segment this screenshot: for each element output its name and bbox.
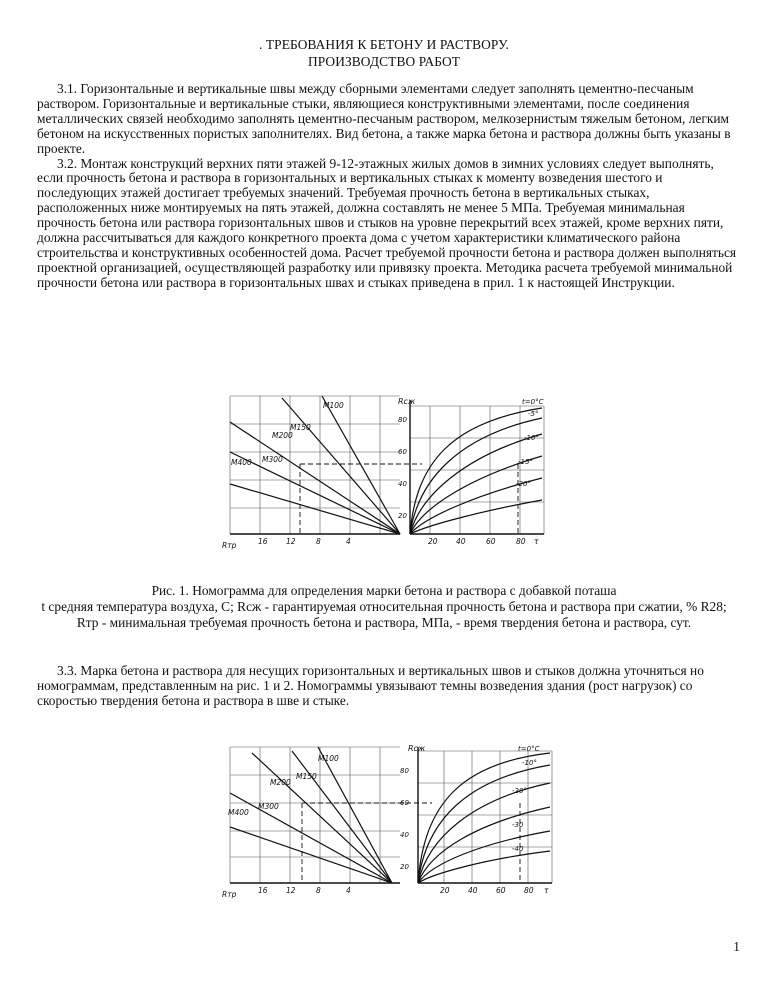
paragraph-3-3: 3.3. Марка бетона и раствора для несущих горизонтальных и вертикальных швов и стыков должна уточняться но номограммам, представленным на рис. 1 и 2. Номограммы увязывают темны возведения здания (рост нагрузок) со скоростью твердения бетона и раствора в шве и стыке. (37, 663, 704, 708)
nomogram-left-panel (222, 396, 422, 550)
left-tick-4: 4 (346, 537, 351, 546)
right-tick-40: 40 (400, 831, 409, 839)
paragraph-3-1: 3.1. Горизонтальные и вертикальные швы между сборными элементами следует заполнять цементно-песчаным раствором. Горизонтальные и вертикальные стыки, являющиеся конструктивными элементами, после соединения металлических связей необходимо заполнять цементно-песчаным раствором, мелкозернистым тяжелым бетоном, легким бетоном на искусственных пористых заполнителях. Вид бетона, а также марка бетона и раствора должны быть указаны в проекте. (37, 81, 731, 156)
left-axis-label: Rтр (222, 541, 237, 550)
curve-label-4: -40 (512, 845, 524, 853)
curve-label-0: t=0°C (522, 398, 544, 406)
curve-label-3: -15° (518, 458, 533, 466)
right-tick-60: 60 (400, 799, 409, 807)
nomogram-right-panel (400, 744, 552, 895)
grade-label-m150: М150 (290, 423, 311, 432)
right-axis-label: Rсж (398, 397, 416, 406)
left-tick-4: 4 (346, 886, 351, 895)
curve-label-1: -10° (522, 759, 537, 767)
section-title-line-1: . ТРЕБОВАНИЯ К БЕТОНУ И РАСТВОРУ. (259, 37, 509, 52)
left-tick-8: 8 (316, 537, 321, 546)
section-title (0, 36, 768, 70)
time-tick-60: 60 (486, 537, 496, 546)
grade-label-m200: М200 (270, 778, 291, 787)
time-axis-label: τ (534, 537, 539, 546)
time-tick-20: 20 (440, 886, 450, 895)
body-text-bottom (37, 664, 737, 709)
nomogram-figure-2 (222, 743, 566, 899)
grade-label-m300: М300 (262, 455, 283, 464)
grade-label-m200: М200 (272, 431, 293, 440)
right-tick-80: 80 (398, 416, 407, 424)
time-tick-20: 20 (428, 537, 438, 546)
section-title-line-2: ПРОИЗВОДСТВО РАБОТ (307, 54, 461, 69)
right-tick-20: 20 (398, 512, 407, 520)
nomogram-right-panel (398, 397, 544, 546)
curve-label-0: t=0°C (518, 745, 540, 753)
curve-label-3: -30 (512, 821, 524, 829)
left-tick-16: 16 (258, 886, 268, 895)
time-axis-label: τ (544, 886, 549, 895)
body-text-top (37, 82, 737, 291)
nomogram-figure-1 (222, 392, 566, 550)
grade-label-m400: М400 (228, 808, 249, 817)
curve-label-2: -20° (512, 787, 527, 795)
grade-label-m400: М400 (231, 458, 252, 467)
curve-label-4: -20° (516, 480, 531, 488)
time-tick-40: 40 (456, 537, 466, 546)
time-tick-40: 40 (468, 886, 478, 895)
curve-label-1: -5° (528, 410, 539, 418)
grade-label-m100: М100 (318, 754, 339, 763)
left-tick-12: 12 (286, 886, 296, 895)
grade-label-m150: М150 (296, 772, 317, 781)
page-number: 1 (733, 939, 740, 954)
caption-legend: t средняя температура воздуха, С; Rсж - гарантируемая относительная прочность бетона и раствора при сжатии, % R28; Rтр - минимальная требуемая прочность бетона и раствора, МПа, - время твердения бетона и раствора, сут. (41, 599, 727, 630)
caption-title: Рис. 1. Номограмма для определения марки бетона и раствора с добавкой поташа (151, 583, 617, 598)
right-tick-40: 40 (398, 480, 407, 488)
right-tick-20: 20 (400, 863, 409, 871)
grade-label-m300: М300 (258, 802, 279, 811)
left-tick-8: 8 (316, 886, 321, 895)
right-tick-80: 80 (400, 767, 409, 775)
curve-label-2: -10° (524, 434, 539, 442)
right-axis-label: Rсж (408, 744, 426, 753)
grade-label-m100: М100 (323, 401, 344, 410)
figure-1-caption (30, 583, 738, 631)
time-tick-80: 80 (516, 537, 526, 546)
paragraph-3-2: 3.2. Монтаж конструкций верхних пяти этажей 9-12-этажных жилых домов в зимних условиях следует выполнять, если прочность бетона и раствора в горизонтальных и вертикальных стыках к моменту возведения шестого и последующих этажей достигает требуемых значений. Требуемая прочность бетона в вертикальных стыках, расположенных ниже монтируемых на пять этажей, должна составлять не менее 5 МПа. Требуемая минимальная прочность бетона или раствора горизонтальных швов и стыков на уровне перекрытий всех этажей, кроме верхних пяти, должна рассчитываться для каждого конкретного проекта дома с учетом характеристики климатического района строительства и конструктивных особенностей дома. Расчет требуемой прочности бетона и раствора должен выполняться проектной организацией, осуществляющей разработку или привязку проекта. Методика расчета требуемой минимальной прочности бетона или раствора в горизонтальных швах и стыках приведена в прил. 1 к настоящей Инструкции. (37, 155, 737, 290)
left-axis-label: Rтр (222, 890, 237, 899)
right-tick-60: 60 (398, 448, 407, 456)
left-tick-16: 16 (258, 537, 268, 546)
time-tick-60: 60 (496, 886, 506, 895)
time-tick-80: 80 (524, 886, 534, 895)
left-tick-12: 12 (286, 537, 296, 546)
